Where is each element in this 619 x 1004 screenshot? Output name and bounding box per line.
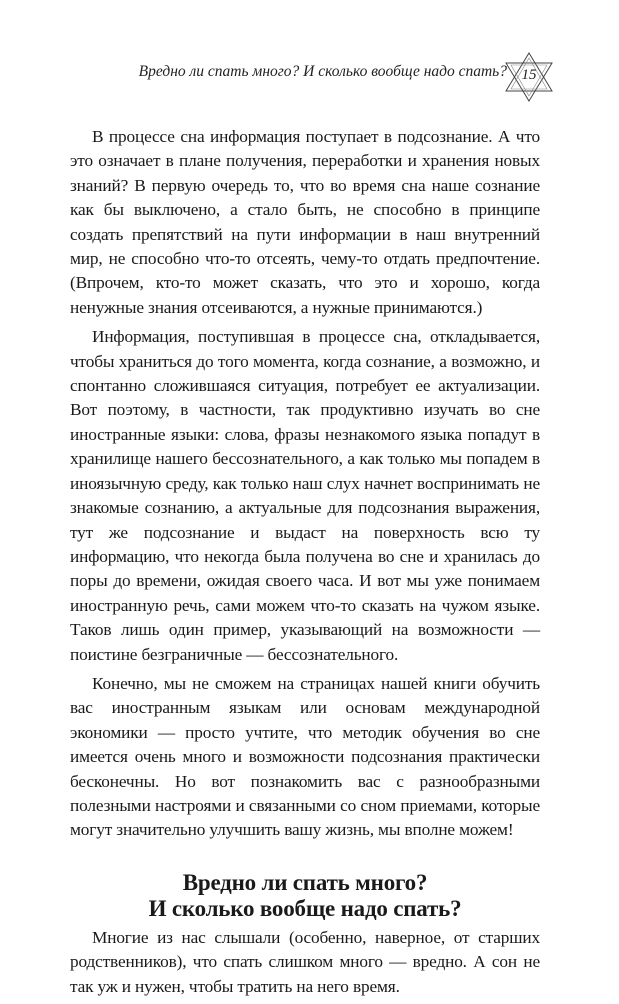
paragraph-1: В процессе сна информация поступает в подсознание. А что это означает в плане получения, переработки и хранения новых знаний? В первую очередь то, что во время сна наше сознание как бы выключено, а стало быть, не способно в принципе создать препятствий на пути информации в наш внутренний мир, не способно что-то отсеять, чему-то отдать предпочтение. (Впрочем, кто-то может сказать, что это и хорошо, когда ненужные знания отсеиваются, а нужные принимаются.) bbox=[70, 127, 540, 317]
section-heading bbox=[70, 870, 540, 922]
page-body bbox=[70, 125, 540, 1004]
section-paragraph: Многие из нас слышали (особенно, наверное, от старших родственников), что спать слишком много — вредно. А сон не так уж и нужен, чтобы тратить на него время. bbox=[70, 927, 540, 996]
running-title: Вредно ли спать много? И сколько вообще надо спать? bbox=[138, 63, 507, 80]
section-heading-line-1: Вредно ли спать много? bbox=[182, 869, 428, 895]
page-number: 15 bbox=[521, 67, 537, 83]
section-heading-line-2: И сколько вообще надо спать? bbox=[148, 895, 462, 921]
paragraph-3: Конечно, мы не сможем на страницах нашей книги обучить вас иностранным языкам или основам международной экономики — просто учтите, что методик обучения во сне имеется очень много и возможности подсознания практически бесконечны. Но вот познакомить вас с разнообразными полезными настроями и связанными со сном приемами, которые могут значительно улучшить вашу жизнь, мы вполне можем! bbox=[70, 673, 540, 840]
page-header bbox=[0, 55, 619, 95]
page-number-badge bbox=[501, 51, 557, 103]
paragraph-2: Информация, поступившая в процессе сна, откладывается, чтобы храниться до того момента, когда сознание, а возможно, и спонтанно сложившаяся ситуация, потребует ее актуализации. Вот поэтому, в частности, так продуктивно изучать во сне иностранные языки: слова, фразы незнакомого языка попадут в хранилище нашего бессознательного, а как только мы попадем в иноязычную среду, как только наш слух начнет воспринимать не знакомые сознанию, а актуальные для подсознания выражения, тут же подсознание и выдаст на поверхность всю ту информацию, что некогда была получена во сне и хранилась до поры до времени, ожидая своего часа. И вот мы уже понимаем иностранную речь, сами можем что-то сказать на чужом языке. Таков лишь один пример, указывающий на возможности — поистине безграничные — бессознательного. bbox=[70, 327, 540, 664]
